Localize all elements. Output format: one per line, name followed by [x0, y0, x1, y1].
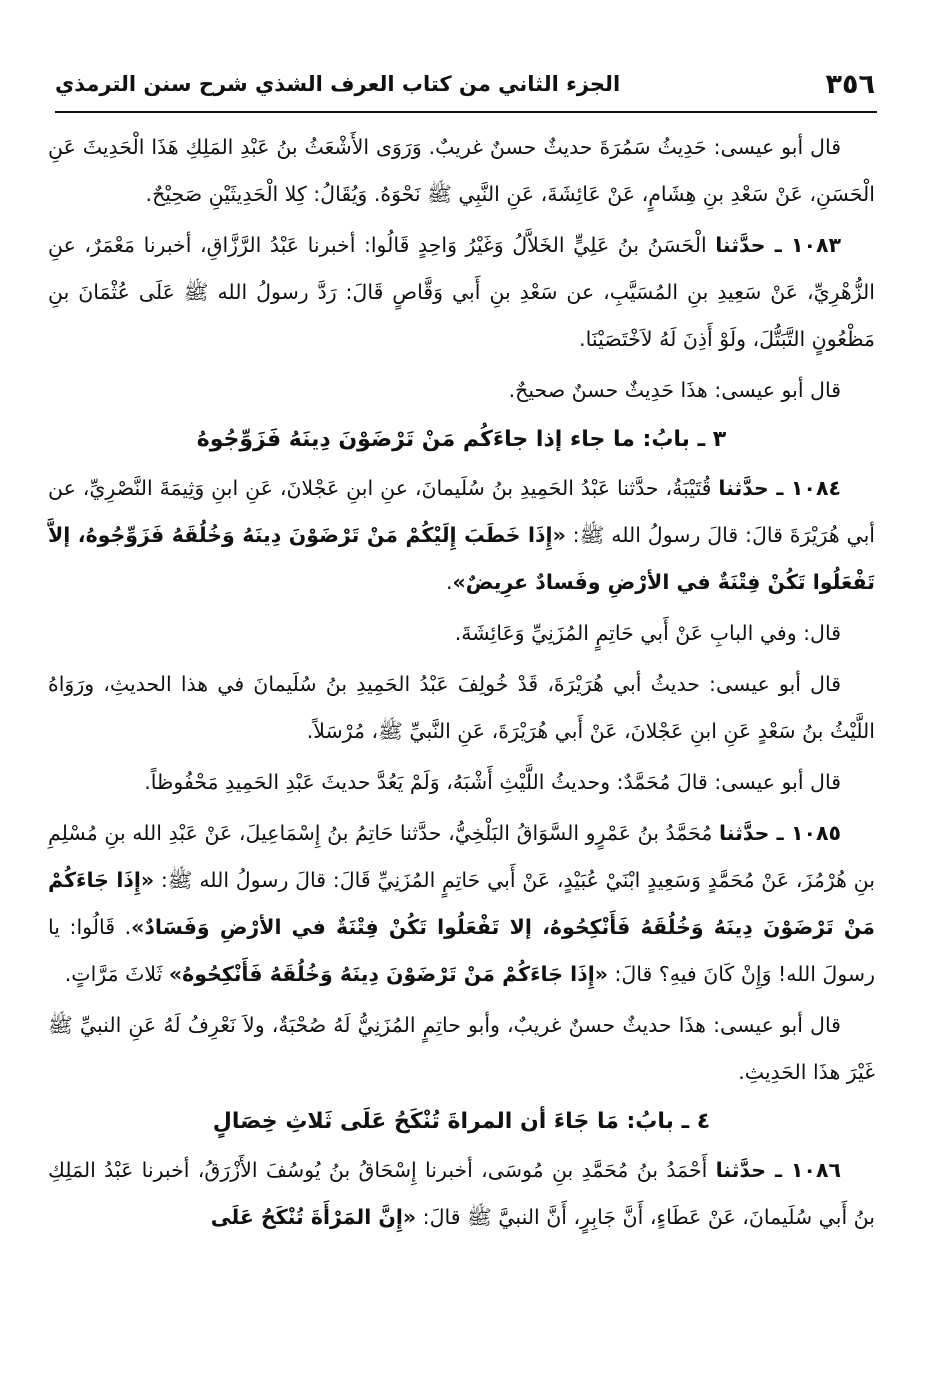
hadith-1086 — [48, 1147, 875, 1241]
header-divider — [55, 111, 877, 113]
hadith-text: . — [445, 570, 453, 594]
hadith-text: ثَلاثَ مَرَّاتٍ. — [64, 962, 169, 986]
paragraph-text: قال أبو عيسى: حديثُ أبي هُرَيْرَةَ، قَدْ خُولِفَ عَبْدُ الحَمِيدِ بنُ سُلَيمانَ في هذا الحديثِ، ورَوَاهُ اللَّيْثُ بنُ سَعْدٍ عَنِ ابنِ عَجْلانَ، عَنْ أَبي هُرَيْرَةَ، عَنِ النَّبيِّ ﷺ، مُرْسَلاً. — [48, 672, 875, 743]
page-body — [48, 124, 875, 1243]
paragraph — [48, 367, 875, 414]
paragraph — [48, 124, 875, 218]
paragraph-text: قال أبو عيسى: هذَا حَدِيثٌ حسنٌ صحيحٌ. — [508, 378, 841, 402]
prophetic-saying: «إِذَا جَاءَكُمْ مَنْ تَرْضَوْنَ دِينَهُ وَخُلُقَهُ فَأَنْكِحُوهُ، إلا تَفْعَلُوا تَكُنْ فِتْنَةٌ في الأرْضِ وَفَسَادٌ» — [48, 868, 875, 939]
hadith-number: ١٠٨٦ ـ حدَّثنا — [715, 1158, 841, 1182]
paragraph-text: قال أبو عيسى: قالَ مُحَمَّدٌ: وحديثُ اللَّيْثِ أَشْبَهُ، وَلَمْ يَعُدَّ حديثَ عَبْدِ الحَمِيدِ مَحْفُوظاً. — [144, 770, 841, 794]
page-number: ٣٥٦ — [825, 68, 875, 100]
hadith-1084 — [48, 465, 875, 606]
hadith-number: ١٠٨٤ ـ حدَّثنا — [718, 476, 841, 500]
paragraph — [48, 610, 875, 657]
paragraph — [48, 1002, 875, 1096]
paragraph — [48, 759, 875, 806]
hadith-number: ١٠٨٣ ـ حدَّثنا — [715, 233, 841, 257]
prophetic-saying: «إِنَّ المَرْأَةَ تُنْكَحُ عَلَى — [210, 1205, 417, 1229]
hadith-text: قُتَيْبَةُ، حدَّثنا عَبْدُ الحَمِيدِ بنُ سُلَيمانَ، عنِ ابنِ عَجْلانَ، عَنِ ابنِ وَثِيمَةَ النَّصْرِيِّ، عن أبي هُرَيْرَةَ قالَ: قالَ رسولُ الله ﷺ: — [48, 476, 875, 547]
hadith-text: مُحَمَّدُ بنُ عَمْرٍو السَّوَاقُ البَلْخِيُّ، حدَّثنا حَاتِمُ بنُ إِسْمَاعِيلَ، عَنْ عَبْدِ الله بنِ مُسْلِمِ بنِ هُرْمُزَ، عَنْ مُحَمَّدٍ وَسَعِيدٍ ابْنَيْ عُبَيْدٍ، عَنْ أَبي حَاتِمٍ المُزَنِيِّ قَالَ: قالَ رسولُ الله ﷺ: — [48, 821, 875, 892]
paragraph — [48, 661, 875, 755]
chapter-heading: ٣ ـ بابُ: ما جاء إذا جاءَكُم مَنْ تَرْضَوْنَ دِينَهُ فَزَوِّجُوهُ — [196, 427, 727, 452]
prophetic-saying: «إِذَا خَطَبَ إِلَيْكُمْ مَنْ تَرْضَوْنَ دِينَهُ وَخُلُقَهُ فَزَوِّجُوهُ، إلاَّ تَفْعَلُوا تَكُنْ فِتْنَةٌ في الأرْضِ وفَسادٌ عرِيضٌ» — [48, 523, 875, 594]
hadith-text: . قَالُوا: يا رسولَ الله! وَإِنْ كَانَ فيهِ؟ قالَ: — [48, 915, 875, 986]
page-header — [55, 62, 875, 106]
paragraph-text: قال أبو عيسى: هذَا حديثٌ حسنٌ غريبٌ، وأبو حاتِمٍ المُزَنِيُّ لَهُ صُحْبَةٌ، ولاَ نَعْرِفُ لَهُ عَنِ النبيِّ ﷺ غَيْرَ هذَا الحَدِيثِ. — [48, 1013, 875, 1084]
chapter-heading: ٤ ـ بابُ: مَا جَاءَ أن المراةَ تُنْكَحُ عَلَى ثَلاثِ خِصَالٍ — [212, 1109, 711, 1134]
paragraph-text: قال أبو عيسى: حَدِيثُ سَمُرَةَ حديثٌ حسنٌ غريبٌ. وَرَوَى الأَشْعَثُ بنُ عَبْدِ المَلِكِ هَذَا الْحَدِيثَ عَنِ الْحَسَنِ، عَنْ سَعْدِ بنِ هِشَامٍ، عَنْ عَائِشَةَ، عَنِ النَّبِي ﷺ نَحْوَهُ. وَيُقَالُ: كِلا الْحَدِيثَيْنِ صَحِيْحٌ. — [48, 135, 875, 206]
hadith-1083 — [48, 222, 875, 363]
hadith-number: ١٠٨٥ ـ حدَّثنا — [719, 821, 841, 845]
hadith-1085 — [48, 810, 875, 998]
running-title: الجزء الثاني من كتاب العرف الشذي شرح سنن الترمذي — [55, 72, 621, 96]
prophetic-saying: «إِذَا جَاءَكُمْ مَنْ تَرْضَوْنَ دِينَهُ وَخُلُقَهُ فَأَنْكِحُوهُ» — [168, 962, 608, 986]
hadith-text: الْحَسَنُ بنُ عَلِيٍّ الخَلاَّلُ وَغَيْرُ وَاحِدٍ قَالُوا: أخبرنا عَبْدُ الرَّزَّاقِ، أخبرنا مَعْمَرٌ، عنِ الزُّهْرِيِّ، عَنْ سَعِيدِ بنِ المُسَيَّبِ، عن سَعْدِ بنِ أَبي وَقَّاصٍ قَالَ: رَدَّ رسولُ الله ﷺ عَلَى عُثْمَانَ بنِ مَظْعُونٍ التَّبَتُّلَ، ولَوْ أَذِنَ لَهُ لاَخْتَصَيْنَا. — [48, 233, 875, 351]
paragraph-text: قال: وفي البابِ عَنْ أَبي حَاتِمٍ المُزَنِيِّ وَعَائِشَةَ. — [454, 621, 841, 645]
hadith-text: أَحْمَدُ بنُ مُحَمَّدِ بنِ مُوسَى، أخبرنا إِسْحَاقُ بنُ يُوسُفَ الأَزْرَقُ، أخبرنا عَبْدُ المَلِكِ بنُ أَبي سُلَيمانَ، عَنْ عَطَاءٍ، أَنَّ جَابِرٍ، أَنَّ النبيَّ ﷺ قالَ: — [48, 1158, 875, 1229]
